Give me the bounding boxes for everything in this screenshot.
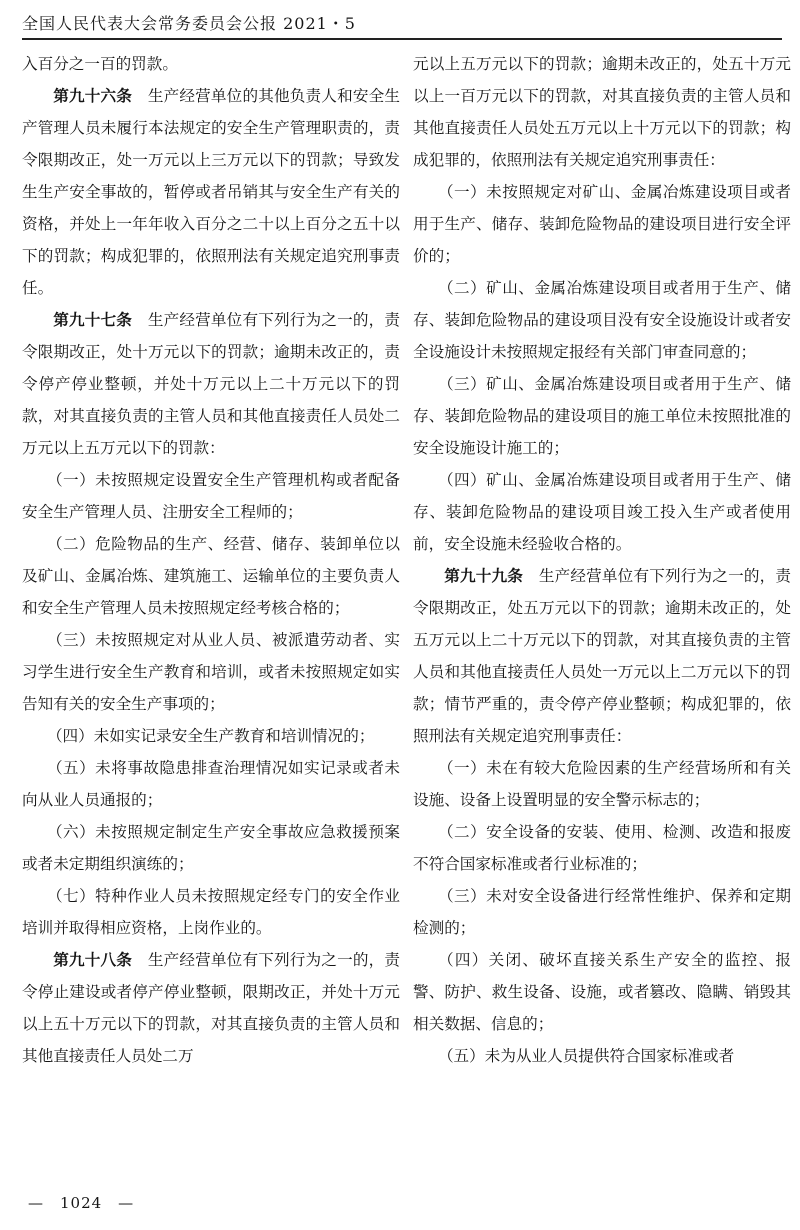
list-item: （五）未将事故隐患排查治理情况如实记录或者未向从业人员通报的； xyxy=(22,759,400,809)
article-96 xyxy=(22,80,400,304)
list-item: （四）矿山、金属冶炼建设项目或者用于生产、储存、装卸危险物品的建设项目竣工投入生产或者使用前，安全设施未经验收合格的。 xyxy=(413,471,791,553)
list-item: （二）安全设备的安装、使用、检测、改造和报废不符合国家标准或者行业标准的； xyxy=(413,823,791,873)
list-item: （六）未按照规定制定生产安全事故应急救援预案或者未定期组织演练的； xyxy=(22,823,400,873)
paragraph-continuation xyxy=(22,48,400,80)
right-column xyxy=(413,48,791,1072)
list-item: （四）未如实记录安全生产教育和培训情况的； xyxy=(46,727,375,745)
article-title: 第九十七条 xyxy=(53,310,133,329)
paragraph-text: 入百分之一百的罚款。 xyxy=(22,55,178,73)
article-97 xyxy=(22,304,400,464)
page-header: 全国人民代表大会常务委员会公报 2021・5 xyxy=(22,10,782,40)
article-title: 第九十六条 xyxy=(53,86,133,105)
paragraph-text: 元以上五万元以下的罚款；逾期未改正的，处五十万元以上一百万元以下的罚款，对其直接负责的主管人员和其他直接责任人员处五万元以上十万元以下的罚款；构成犯罪的，依照刑法有关规定追究刑事责任： xyxy=(413,55,791,169)
list-item: （三）矿山、金属冶炼建设项目或者用于生产、储存、装卸危险物品的建设项目的施工单位未按照批准的安全设施设计施工的； xyxy=(413,375,791,457)
list-item: （一）未按照规定设置安全生产管理机构或者配备安全生产管理人员、注册安全工程师的； xyxy=(22,471,400,521)
page-number: — 1024 — xyxy=(28,1194,135,1212)
article-99 xyxy=(413,560,791,752)
list-item: （四）关闭、破坏直接关系生产安全的监控、报警、防护、救生设备、设施，或者篡改、隐瞒、销毁其相关数据、信息的； xyxy=(413,951,791,1033)
article-text: 生产经营单位有下列行为之一的，责令限期改正，处十万元以下的罚款；逾期未改正的，责令停产停业整顿，并处十万元以上二十万元以下的罚款，对其直接负责的主管人员和其他直接责任人员处二万元以上五万元以下的罚款： xyxy=(22,311,400,457)
list-item: （三）未对安全设备进行经常性维护、保养和定期检测的； xyxy=(413,887,791,937)
list-item: （二）危险物品的生产、经营、储存、装卸单位以及矿山、金属冶炼、建筑施工、运输单位的主要负责人和安全生产管理人员未按照规定经考核合格的； xyxy=(22,535,400,617)
list-item: （七）特种作业人员未按照规定经专门的安全作业培训并取得相应资格，上岗作业的。 xyxy=(22,887,400,937)
list-item: （五）未为从业人员提供符合国家标准或者 xyxy=(437,1047,735,1065)
article-text: 生产经营单位有下列行为之一的，责令限期改正，处五万元以下的罚款；逾期未改正的，处五万元以上二十万元以下的罚款，对其直接负责的主管人员和其他直接责任人员处一万元以上二万元以下的罚款；情节严重的，责令停产停业整顿；构成犯罪的，依照刑法有关规定追究刑事责任： xyxy=(413,567,791,745)
list-item: （二）矿山、金属冶炼建设项目或者用于生产、储存、装卸危险物品的建设项目没有安全设施设计或者安全设施设计未按照规定报经有关部门审查同意的； xyxy=(413,279,791,361)
list-item: （一）未在有较大危险因素的生产经营场所和有关设施、设备上设置明显的安全警示标志的； xyxy=(413,759,791,809)
list-item: （一）未按照规定对矿山、金属冶炼建设项目或者用于生产、储存、装卸危险物品的建设项目进行安全评价的； xyxy=(413,183,791,265)
article-text: 生产经营单位有下列行为之一的，责令停止建设或者停产停业整顿，限期改正，并处十万元以上五十万元以下的罚款，对其直接负责的主管人员和其他直接责任人员处二万 xyxy=(22,951,400,1065)
article-98 xyxy=(22,944,400,1072)
article-text: 生产经营单位的其他负责人和安全生产管理人员未履行本法规定的安全生产管理职责的，责令限期改正，处一万元以上三万元以下的罚款；导致发生生产安全事故的，暂停或者吊销其与安全生产有关的资格，并处上一年年收入百分之二十以上百分之五十以下的罚款；构成犯罪的，依照刑法有关规定追究刑事责任。 xyxy=(22,87,400,297)
article-title: 第九十八条 xyxy=(53,950,133,969)
left-column xyxy=(22,48,400,1072)
paragraph-continuation xyxy=(413,48,791,176)
article-title: 第九十九条 xyxy=(444,566,524,585)
list-item: （三）未按照规定对从业人员、被派遣劳动者、实习学生进行安全生产教育和培训，或者未按照规定如实告知有关的安全生产事项的； xyxy=(22,631,400,713)
